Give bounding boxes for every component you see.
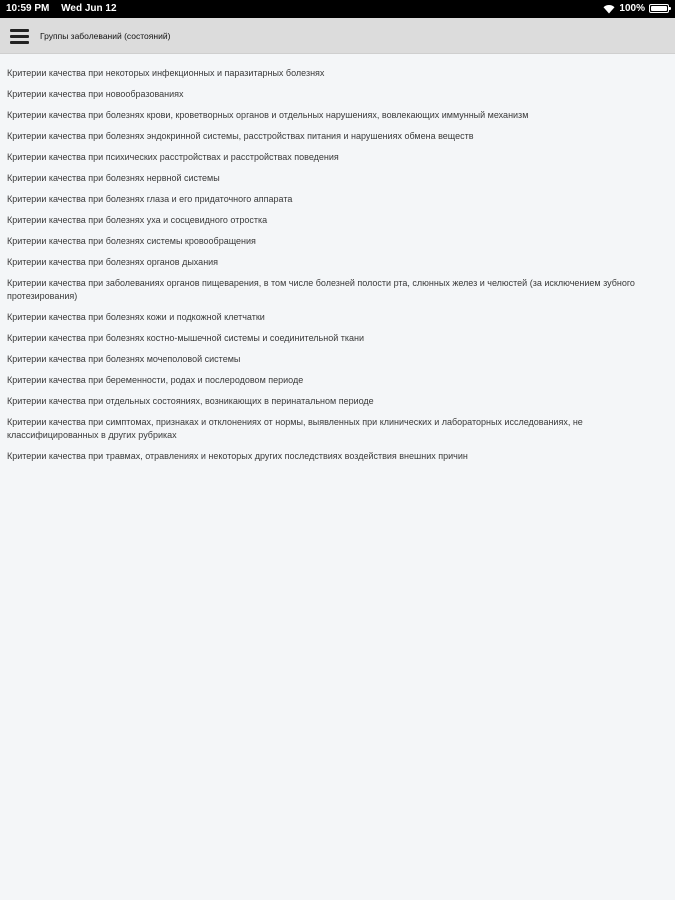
list-item[interactable]: Критерии качества при болезнях глаза и его придаточного аппарата [7,194,293,204]
wifi-icon [603,4,615,14]
app-bar [0,18,675,54]
status-right [603,3,669,14]
list-item[interactable]: Критерии качества при некоторых инфекционных и паразитарных болезнях [7,68,325,78]
list-item[interactable]: Критерии качества при болезнях органов дыхания [7,257,219,267]
status-time: 10:59 PM [6,3,50,14]
list-item[interactable]: Критерии качества при болезнях уха и сосцевидного отростка [7,215,268,225]
menu-line [10,41,29,44]
list-item[interactable]: Критерии качества при симптомах, признаках и отклонениях от нормы, выявленных при клинических и лабораторных исследованиях, не классифицированных в других рубриках [7,417,583,440]
page-title: Группы заболеваний (состояний) [40,31,171,41]
status-date: Wed Jun 12 [61,3,117,14]
list-item[interactable]: Критерии качества при болезнях нервной системы [7,173,220,183]
status-left [6,3,117,14]
hamburger-menu-icon[interactable] [9,27,31,45]
menu-line [10,35,29,38]
menu-line [10,29,29,32]
list-item[interactable]: Критерии качества при травмах, отравлениях и некоторых других последствиях воздействия внешних причин [7,451,468,461]
list-item[interactable]: Критерии качества при болезнях крови, кроветворных органов и отдельных нарушениях, вовлекающих иммунный механизм [7,110,529,120]
battery-level-fill [651,6,667,11]
list-item[interactable]: Критерии качества при болезнях мочеполовой системы [7,354,241,364]
category-list [0,54,675,467]
list-item[interactable]: Критерии качества при заболеваниях органов пищеварения, в том числе болезней полости рта, слюнных желез и челюстей (за исключением зубного протезирования) [7,278,635,301]
list-item[interactable]: Критерии качества при новообразованиях [7,89,184,99]
battery-percent: 100% [619,3,645,14]
list-item[interactable]: Критерии качества при болезнях системы кровообращения [7,236,256,246]
list-item[interactable]: Критерии качества при отдельных состояниях, возникающих в перинатальном периоде [7,396,374,406]
list-item[interactable]: Критерии качества при болезнях костно-мышечной системы и соединительной ткани [7,333,364,343]
status-bar [0,0,675,18]
list-item[interactable]: Критерии качества при беременности, родах и послеродовом периоде [7,375,304,385]
list-item[interactable]: Критерии качества при психических расстройствах и расстройствах поведения [7,152,339,162]
list-item[interactable]: Критерии качества при болезнях эндокринной системы, расстройствах питания и нарушениях обмена веществ [7,131,474,141]
list-item[interactable]: Критерии качества при болезнях кожи и подкожной клетчатки [7,312,265,322]
battery-icon [649,4,669,13]
